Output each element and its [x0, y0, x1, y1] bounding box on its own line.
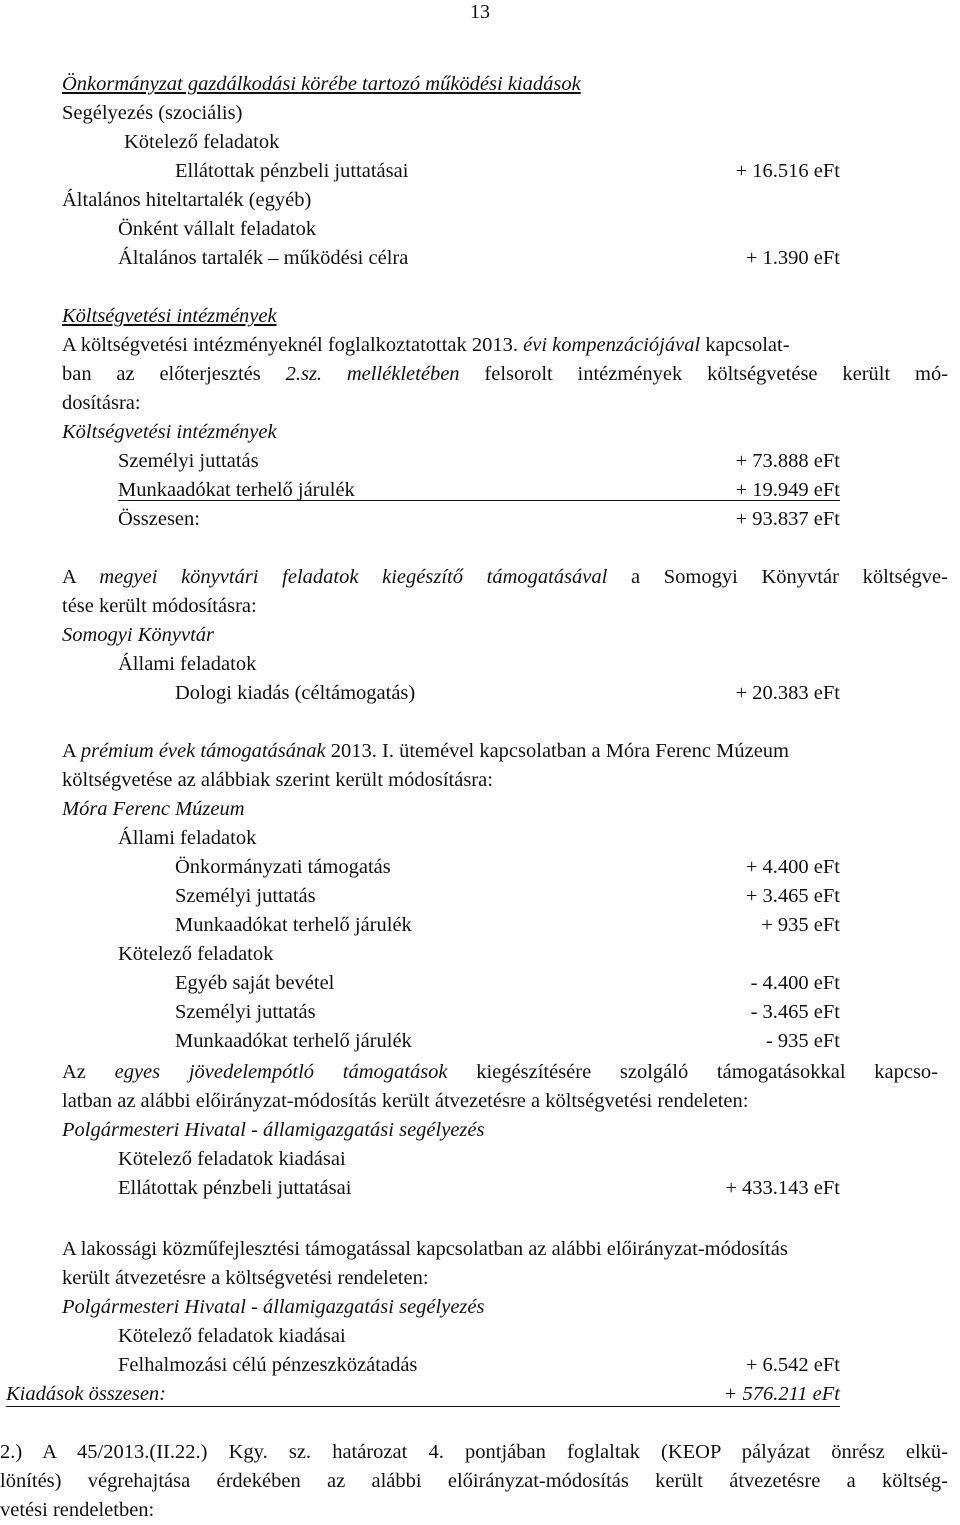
- row-amount: - 935 eFt: [765, 1030, 840, 1052]
- row-amount: + 20.383 eFt: [735, 682, 840, 704]
- row-label: Személyi juttatás: [175, 885, 316, 907]
- paragraph-line: dosításra:: [62, 392, 141, 414]
- row-label: Ellátottak pénzbeli juttatásai: [118, 1177, 352, 1199]
- grand-total-label: Kiadások összesen:: [6, 1383, 167, 1405]
- row-other-own-revenue: [175, 969, 840, 998]
- paragraph-line: költségvetése az alábbiak szerint került módosításra:: [62, 769, 493, 791]
- line-general-credit-reserve: Általános hiteltartalék (egyéb): [62, 189, 312, 211]
- row-employer-contributions: [175, 911, 840, 940]
- line-mandatory-tasks: Kötelező feladatok: [118, 943, 274, 965]
- grand-total-amount: + 576.211 eFt: [723, 1383, 840, 1405]
- row-label: Személyi juttatás: [118, 450, 259, 472]
- sum-rule: [118, 500, 840, 501]
- paragraph-line: lönítés) végrehajtása érdekében az alábbi előirányzat-módosítás került átvezetésre a költség-: [0, 1470, 948, 1492]
- text-run: a Somogyi Könyvtár költségve-: [631, 566, 948, 588]
- grand-total-rule: [6, 1406, 840, 1407]
- row-amount: - 4.400 eFt: [750, 972, 840, 994]
- line-social-aid: Segélyezés (szociális): [62, 102, 243, 124]
- section-heading-budget-institutions: Költségvetési intézmények: [62, 305, 277, 327]
- text-run-italic: évi kompenzációjával: [523, 334, 701, 356]
- row-amount: + 73.888 eFt: [735, 450, 840, 472]
- row-label: Egyéb saját bevétel: [175, 972, 335, 994]
- text-run: A: [62, 740, 76, 762]
- text-run: A költségvetési intézményeknél foglalkoztatottak 2013.: [62, 334, 519, 356]
- text-run: felsorolt intézmények költségvetése került mó-: [484, 363, 949, 385]
- line-state-tasks: Állami feladatok: [118, 827, 257, 849]
- paragraph-line: [62, 737, 960, 766]
- row-amount: + 16.516 eFt: [735, 160, 840, 182]
- line-voluntary-tasks: Önként vállalt feladatok: [118, 218, 317, 240]
- section-heading-operating-expenses: Önkormányzat gazdálkodási körébe tartozó működési kiadások: [62, 73, 581, 95]
- row-employer-contributions: [175, 1027, 840, 1056]
- row-label: Dologi kiadás (céltámogatás): [175, 682, 416, 704]
- row-amount: + 433.143 eFt: [725, 1177, 840, 1199]
- line-mandatory-expenses: Kötelező feladatok kiadásai: [118, 1148, 346, 1170]
- row-label: Általános tartalék – működési célra: [118, 247, 409, 269]
- line-mandatory-tasks: Kötelező feladatok: [124, 131, 280, 153]
- paragraph-line: vetési rendeletben:: [0, 1499, 155, 1521]
- text-run: kapcsolat-: [705, 334, 790, 356]
- row-material-expenditure: [175, 679, 840, 708]
- row-total: [118, 505, 840, 534]
- row-amount: + 19.949 eFt: [735, 479, 840, 501]
- row-amount: - 3.465 eFt: [750, 1001, 840, 1023]
- row-personal-allowances: [175, 998, 840, 1027]
- subheading-mayors-office: Polgármesteri Hivatal - államigazgatási segélyezés: [62, 1119, 485, 1141]
- subheading-mayors-office: Polgármesteri Hivatal - államigazgatási segélyezés: [62, 1296, 485, 1318]
- paragraph-line: tése került módosításra:: [62, 595, 257, 617]
- page-number: 13: [470, 1, 490, 23]
- row-amount: + 4.400 eFt: [745, 856, 840, 878]
- row-general-reserve: [118, 244, 840, 273]
- text-run-italic: megyei könyvtári feladatok kiegészítő támogatásával: [99, 566, 608, 588]
- row-amount: + 935 eFt: [761, 914, 840, 936]
- paragraph-line: [62, 1058, 938, 1087]
- text-run: ban az előterjesztés: [62, 363, 261, 385]
- row-label: Összesen:: [118, 508, 200, 530]
- row-municipal-support: [175, 853, 840, 882]
- row-label: Felhalmozási célú pénzeszközátadás: [118, 1354, 418, 1376]
- row-capital-transfer: [118, 1351, 840, 1380]
- text-run-italic: prémium évek támogatásának: [80, 740, 326, 762]
- line-state-tasks: Állami feladatok: [118, 653, 257, 675]
- row-personal-allowances: [175, 882, 840, 911]
- row-label: Önkormányzati támogatás: [175, 856, 391, 878]
- row-amount: + 3.465 eFt: [745, 885, 840, 907]
- row-amount: + 93.837 eFt: [735, 508, 840, 530]
- paragraph-line: került átvezetésre a költségvetési rendeleten:: [62, 1267, 429, 1289]
- text-run: A: [62, 566, 76, 588]
- paragraph-line: latban az alábbi előirányzat-módosítás került átvezetésre a költségvetési rendeleten:: [62, 1090, 749, 1112]
- row-beneficiary-payments: [175, 157, 840, 186]
- subheading-budget-institutions: Költségvetési intézmények: [62, 421, 277, 443]
- row-amount: + 1.390 eFt: [745, 247, 840, 269]
- text-run: Az: [62, 1061, 86, 1083]
- paragraph-line: [62, 331, 948, 360]
- row-label: Ellátottak pénzbeli juttatásai: [175, 160, 409, 182]
- subheading-somogyi-library: Somogyi Könyvtár: [62, 624, 215, 646]
- paragraph-line: 2.) A 45/2013.(II.22.) Kgy. sz. határozat 4. pontjában foglaltak (KEOP pályázat önrész elkü-: [0, 1441, 948, 1463]
- line-mandatory-expenses: Kötelező feladatok kiadásai: [118, 1325, 346, 1347]
- row-grand-total: [6, 1380, 840, 1409]
- paragraph-line: A lakossági közműfejlesztési támogatással kapcsolatban az alábbi előirányzat-módosítás: [62, 1238, 788, 1260]
- text-run: 2013. I. ütemével kapcsolatban a Móra Ferenc Múzeum: [330, 740, 789, 762]
- row-label: Személyi juttatás: [175, 1001, 316, 1023]
- paragraph-line: [62, 360, 948, 389]
- paragraph-line: [62, 563, 948, 592]
- row-label: Munkaadókat terhelő járulék: [175, 1030, 412, 1052]
- row-label: Munkaadókat terhelő járulék: [175, 914, 412, 936]
- row-beneficiary-payments: [118, 1174, 840, 1203]
- text-run-italic: egyes jövedelempótló támogatások: [114, 1061, 448, 1083]
- row-amount: + 6.542 eFt: [745, 1354, 840, 1376]
- text-run-italic: 2.sz. mellékletében: [285, 363, 460, 385]
- text-run: kiegészítésére szolgáló támogatásokkal kapcso-: [476, 1061, 939, 1083]
- subheading-mora-museum: Móra Ferenc Múzeum: [62, 798, 245, 820]
- row-label: Munkaadókat terhelő járulék: [118, 479, 355, 501]
- row-personal-allowances: [118, 447, 840, 476]
